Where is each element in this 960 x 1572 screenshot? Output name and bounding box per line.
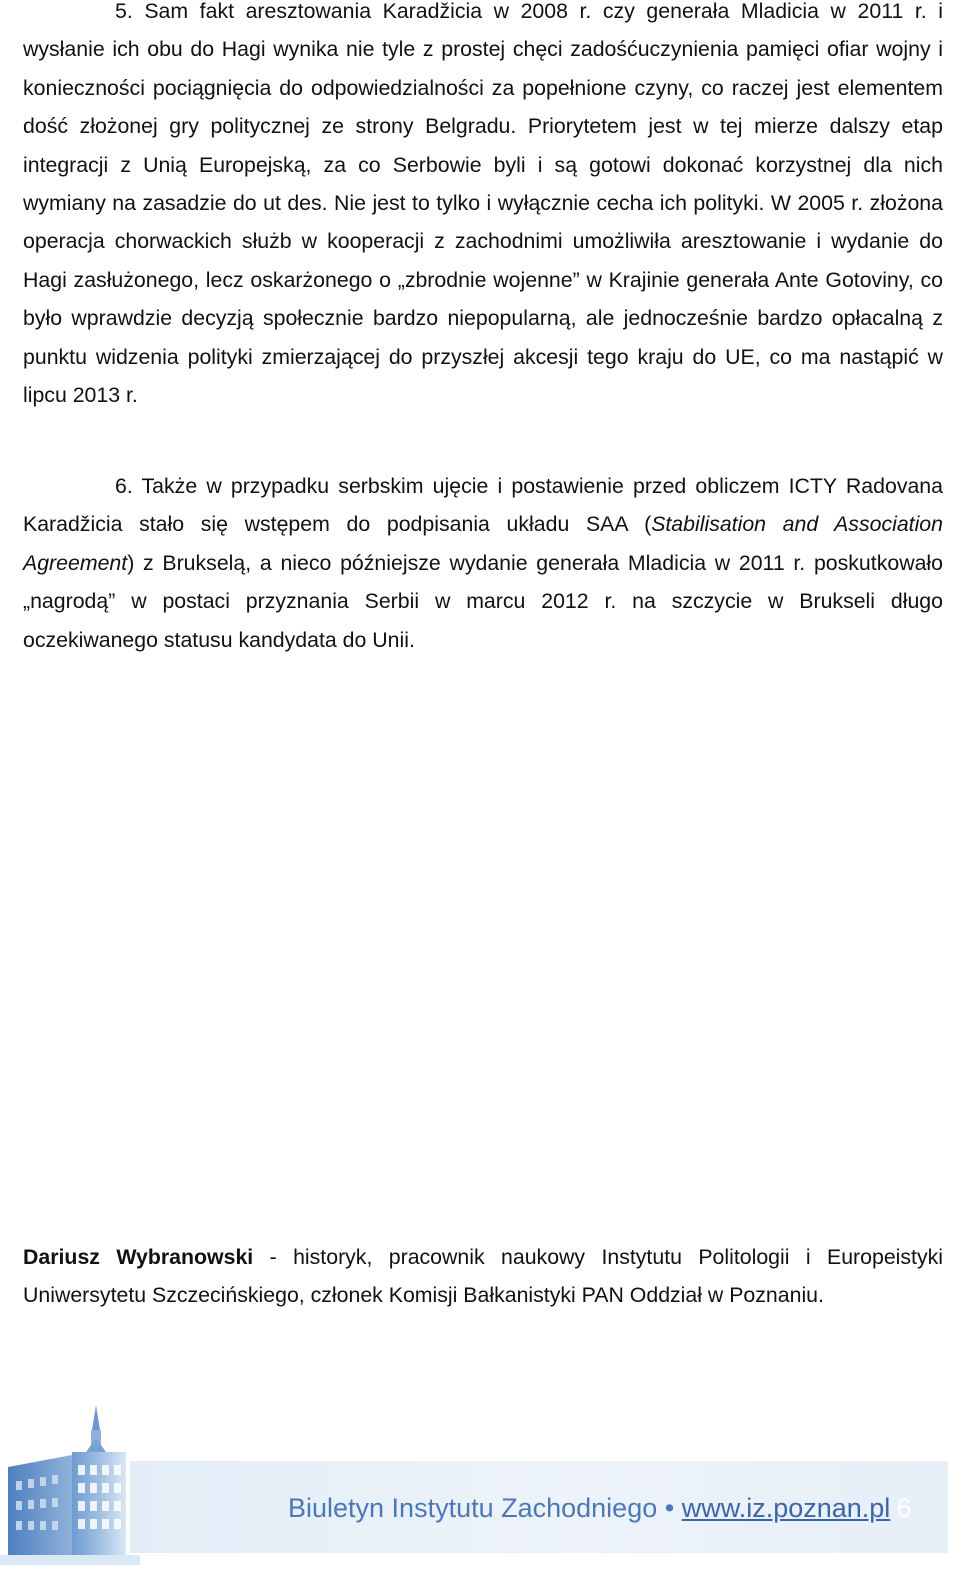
institute-building-logo bbox=[0, 1405, 140, 1565]
page-number: 6 bbox=[896, 1493, 912, 1523]
section-5-text: 5. Sam fakt aresztowania Karadžicia w 2008 r. czy generała Mladicia w 2011 r. i wysłanie ich obu do Hagi wynika nie tyle z prostej chęci zadośćuczynienia pamięci ofiar wojny i konieczności pociągnięcia do odpowiedzialności za popełnione czyny, co raczej jest elementem dość złożonej gry politycznej ze strony Belgradu. Priorytetem jest w tej mierze dalszy etap integracji z Unią Europejską, za co Serbowie byli i są gotowi dokonać korzystnej dla nich wymiany na zasadzie do ut des. Nie jest to tylko i wyłącznie cecha ich polityki. W 2005 r. złożona operacja chorwackich służb w kooperacji z zachodnimi umożliwiła aresztowanie i wydanie do Hagi zasłużonego, lecz oskarżonego o „zbrodnie wojenne” w Krajinie generała Ante Gotoviny, co było wprawdzie decyzją społecznie bardzo niepopularną, ale jednocześnie bardzo opłacalną z punktu widzenia polityki zmierzającej do przyszłej akcesji tego kraju do UE, co ma nastąpić w lipcu 2013 r. bbox=[23, 0, 943, 408]
paragraph-section-6 bbox=[23, 467, 943, 659]
author-name: Dariusz Wybranowski bbox=[23, 1245, 254, 1269]
publication-title: Biuletyn Instytutu Zachodniego bbox=[288, 1493, 658, 1523]
section-6-text-end: ) z Brukselą, a nieco późniejsze wydanie generała Mladicia w 2011 r. poskutkowało „nagrodą” w postaci przyznania Serbii w marcu 2012 r. na szczycie w Brukseli długo oczekiwanego statusu kandydata do Unii. bbox=[23, 550, 943, 652]
footer-text bbox=[288, 1488, 911, 1528]
paragraph-section-5 bbox=[23, 0, 943, 414]
website-link[interactable]: www.iz.poznan.pl bbox=[681, 1493, 891, 1523]
footer-separator: • bbox=[657, 1493, 682, 1523]
section-6-text-start: 6. Także w przypadku serbskim ujęcie i postawienie przed obliczem ICTY Radovana Karadžicia stało się wstępem do podpisania układu SAA ( bbox=[23, 474, 943, 537]
section-6-body bbox=[23, 467, 943, 659]
author-note bbox=[23, 1238, 943, 1315]
saa-full-name: Stabilisation and Association Agreement bbox=[23, 512, 943, 575]
author-description: - historyk, pracownik naukowy Instytutu Politologii i Europeistyki Uniwersytetu Szczecińskiego, członek Komisji Bałkanistyki PAN Oddział w Poznaniu. bbox=[23, 1245, 943, 1308]
